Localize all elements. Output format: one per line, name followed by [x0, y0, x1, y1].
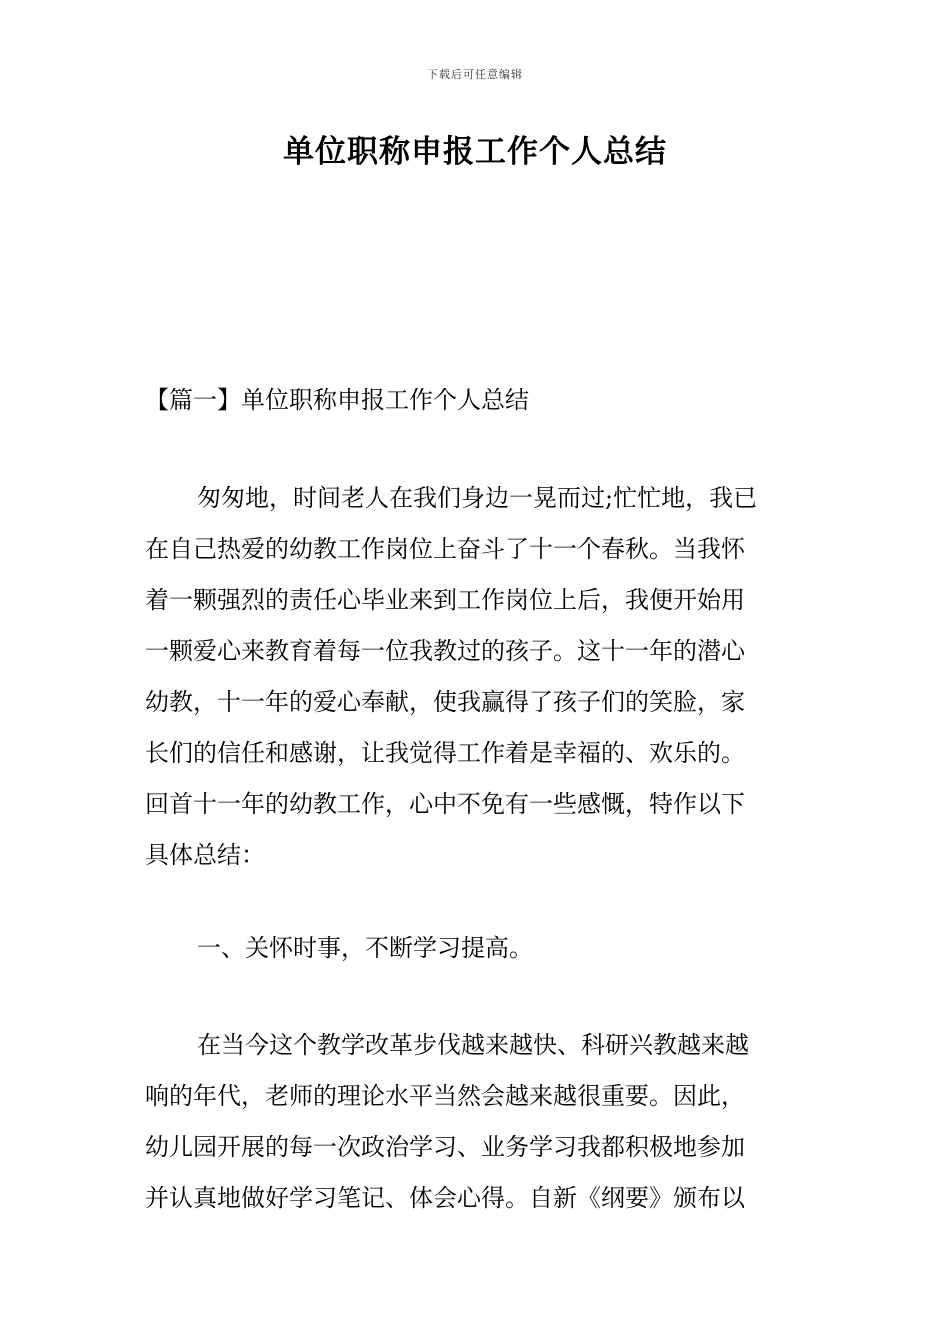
section-heading: 【篇一】单位职称申报工作个人总结	[145, 386, 529, 414]
paragraph-line: 幼教，十一年的爱心奉献，使我赢得了孩子们的笑脸，家	[145, 688, 745, 716]
page-title: 单位职称申报工作个人总结	[283, 134, 667, 170]
header-note: 下载后可任意编辑	[427, 68, 523, 81]
paragraph-line: 回首十一年的幼教工作，心中不免有一些感慨，特作以下	[145, 790, 745, 818]
paragraph-line: 具体总结：	[145, 841, 265, 869]
paragraph-intro	[145, 473, 810, 881]
paragraph-line: 在当今这个教学改革步伐越来越快、科研兴教越来越	[197, 1031, 749, 1059]
paragraph-line: 长们的信任和感谢，让我觉得工作着是幸福的、欢乐的。	[145, 739, 745, 767]
paragraph-line: 并认真地做好学习笔记、体会心得。自新《纲要》颁布以	[145, 1184, 745, 1212]
paragraph-line: 一颗爱心来教育着每一位我教过的孩子。这十一年的潜心	[145, 637, 745, 665]
paragraph-learning	[145, 1020, 810, 1224]
paragraph-line: 在自己热爱的幼教工作岗位上奋斗了十一个春秋。当我怀	[145, 535, 745, 563]
paragraph-line: 响的年代，老师的理论水平当然会越来越很重要。因此，	[145, 1082, 745, 1110]
paragraph-line: 幼儿园开展的每一次政治学习、业务学习我都积极地参加	[145, 1133, 745, 1161]
paragraph-line: 匆匆地，时间老人在我们身边一晃而过;忙忙地，我已	[197, 484, 758, 512]
paragraph-line: 着一颗强烈的责任心毕业来到工作岗位上后，我便开始用	[145, 586, 745, 614]
subheading-1: 一、关怀时事，不断学习提高。	[197, 934, 533, 962]
